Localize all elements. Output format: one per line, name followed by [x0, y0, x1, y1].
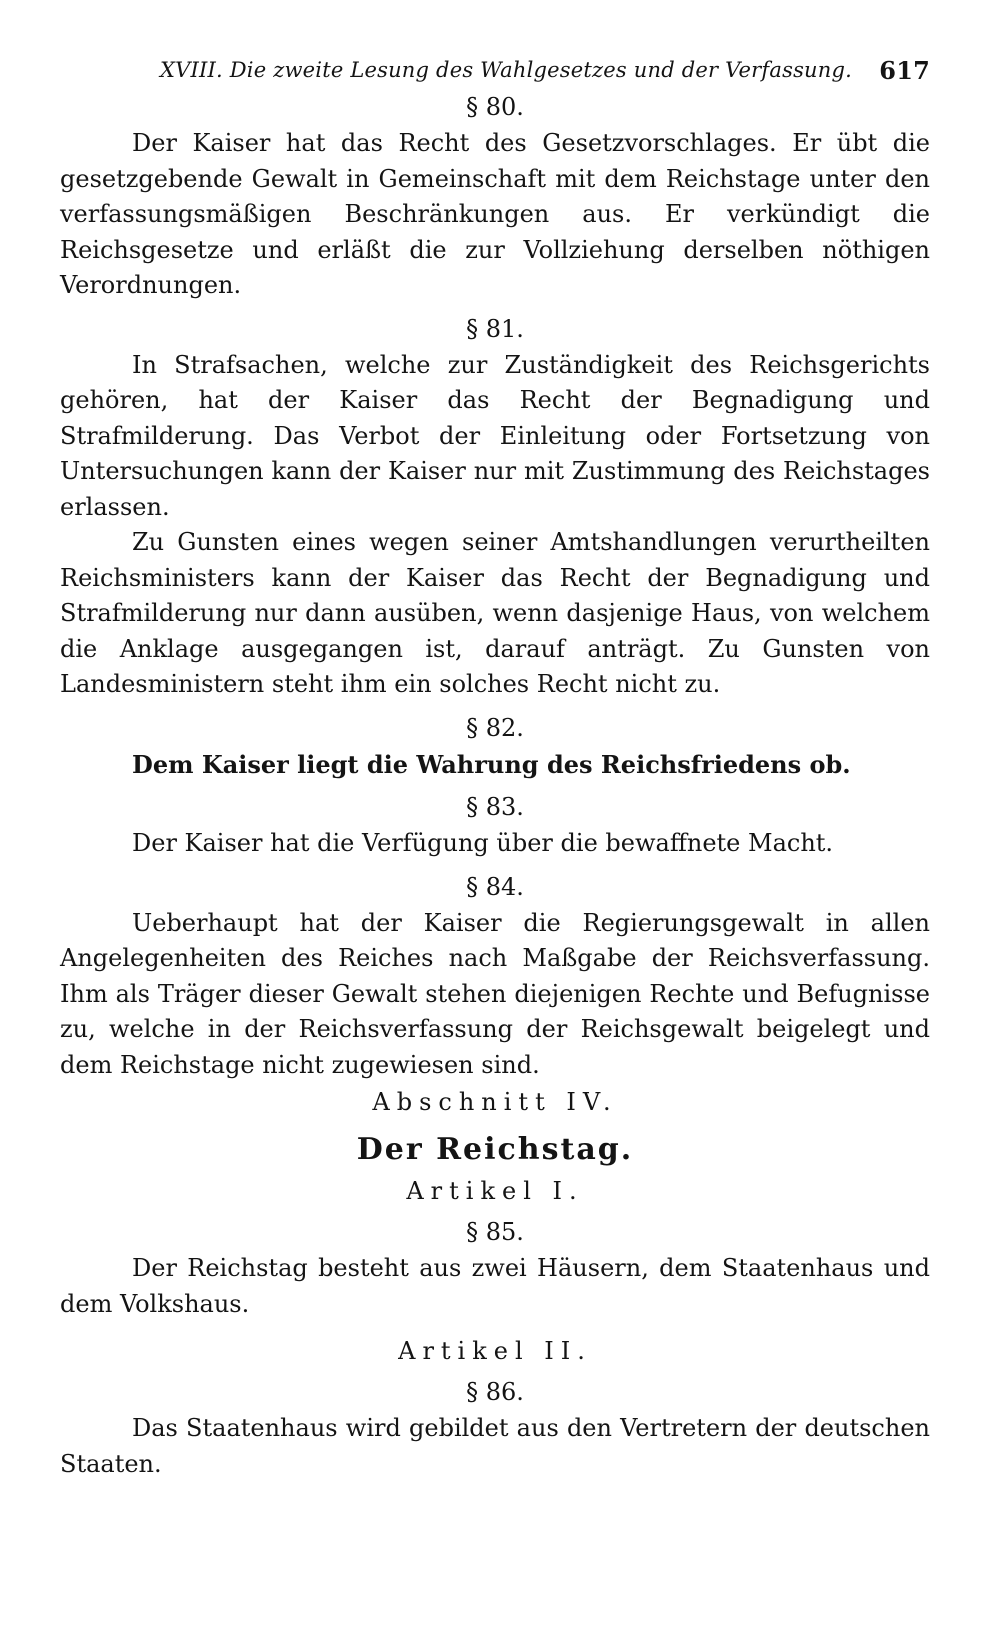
section-80-text: Der Kaiser hat das Recht des Gesetzvorschlages. Er übt die gesetzgebende Gewalt in Gemeinschaft mit dem Reichstage unter den verfassungsmäßigen Beschränkungen aus. Er verkündigt die Reichsgesetze und erläßt die zur Vollziehung derselben nöthigen Verordnungen.	[60, 129, 930, 299]
document-page	[60, 50, 930, 1482]
section-mark-82: § 82.	[466, 713, 524, 742]
section-mark-81: § 81.	[466, 314, 524, 343]
section-82-text: Dem Kaiser liegt die Wahrung des Reichsfriedens ob.	[132, 749, 851, 779]
section-86-text: Das Staatenhaus wird gebildet aus den Vertretern der deutschen Staaten.	[60, 1414, 930, 1478]
section-81-text-2: Zu Gunsten eines wegen seiner Amtshandlungen verurtheilten Reichsministers kann der Kaiser das Recht der Begnadigung und Strafmilderung nur dann ausüben, wenn dasjenige Haus, von welchem die Anklage ausgegangen ist, darauf anträgt. Zu Gunsten von Landesministern steht ihm ein solches Recht nicht zu.	[60, 528, 930, 698]
section-81-text-1: In Strafsachen, welche zur Zuständigkeit des Reichsgerichts gehören, hat der Kaiser das Recht der Begnadigung und Strafmilderung. Das Verbot der Einleitung oder Fortsetzung von Untersuchungen kann der Kaiser nur mit Zustimmung des Reichstages erlassen.	[60, 350, 930, 521]
artikel-1-heading: Artikel I.	[406, 1177, 584, 1205]
running-head	[60, 50, 930, 90]
abschnitt-title: Der Reichstag.	[356, 1132, 634, 1167]
running-head-title: XVIII. Die zweite Lesung des Wahlgesetzes und der Verfassung.	[160, 58, 853, 82]
section-83-text: Der Kaiser hat die Verfügung über die bewaffnete Macht.	[132, 829, 834, 857]
section-85-text: Der Reichstag besteht aus zwei Häusern, dem Staatenhaus und dem Volkshaus.	[60, 1254, 930, 1318]
abschnitt-heading: Abschnitt IV.	[372, 1088, 618, 1116]
artikel-2-heading: Artikel II.	[398, 1337, 592, 1365]
section-mark-80: § 80.	[466, 93, 524, 121]
section-84-text: Ueberhaupt hat der Kaiser die Regierungsgewalt in allen Angelegenheiten des Reiches nach Maßgabe der Reichsverfassung. Ihm als Träger dieser Gewalt stehen diejenigen Rechte und Befugnisse zu, welche in der Reichsverfassung der Reichsgewalt beigelegt und dem Reichstage nicht zugewiesen sind.	[60, 908, 930, 1079]
section-mark-86: § 86.	[466, 1378, 524, 1406]
page-number: 617	[879, 56, 930, 85]
section-mark-85: § 85.	[466, 1218, 524, 1246]
section-mark-84: § 84.	[466, 872, 524, 901]
section-mark-83: § 83.	[466, 793, 524, 821]
